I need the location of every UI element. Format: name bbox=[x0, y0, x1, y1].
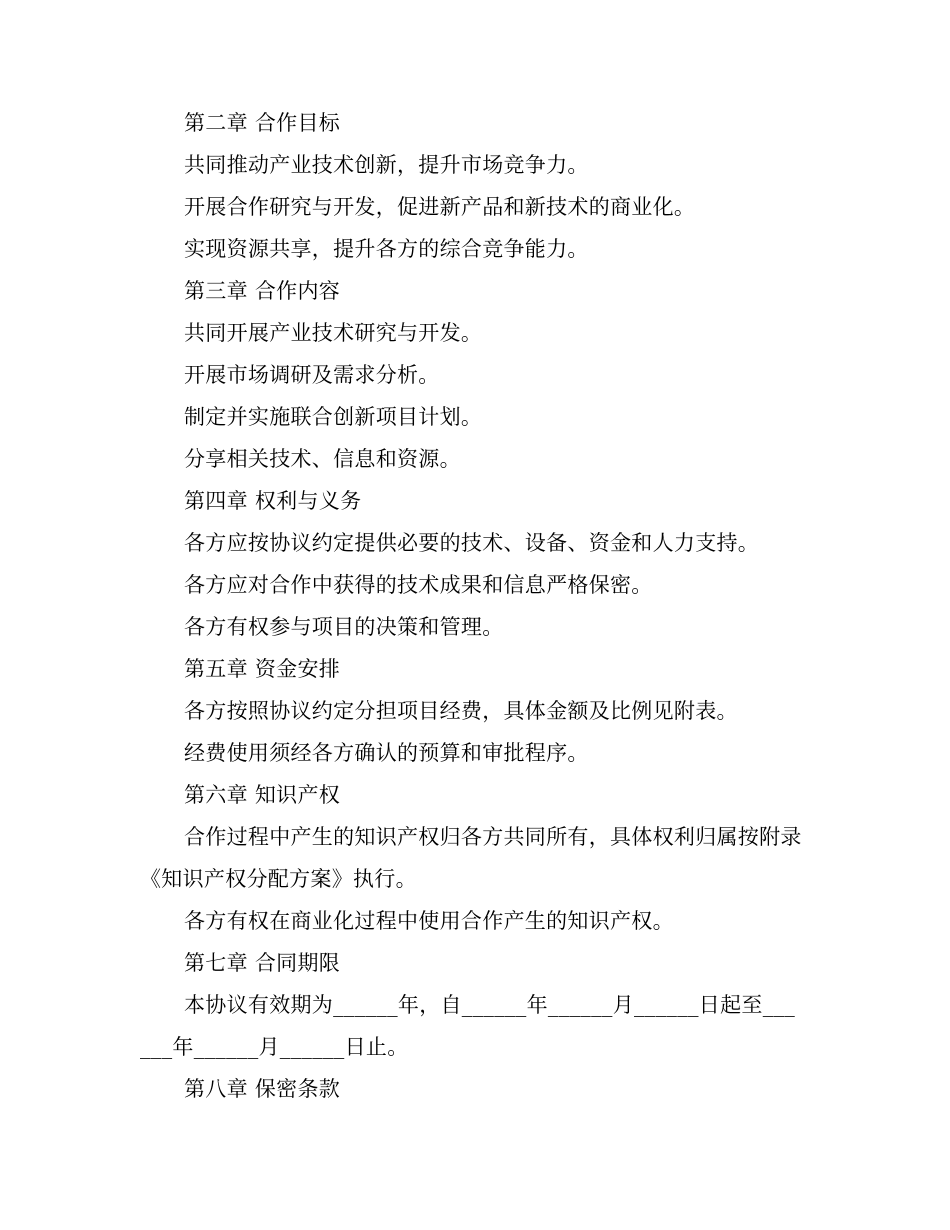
paragraph: 开展市场调研及需求分析。 bbox=[184, 363, 440, 387]
paragraph: 本协议有效期为______年，自______年______月______日起至______年______月______日止。 bbox=[140, 993, 796, 1059]
paragraph: 制定并实施联合创新项目计划。 bbox=[184, 405, 483, 429]
paragraph: 分享相关技术、信息和资源。 bbox=[184, 447, 461, 471]
chapter-4-heading: 第四章 权利与义务 bbox=[184, 489, 362, 513]
paragraph: 各方有权在商业化过程中使用合作产生的知识产权。 bbox=[184, 909, 674, 933]
chapter-5-heading: 第五章 资金安排 bbox=[184, 657, 341, 681]
paragraph: 合作过程中产生的知识产权归各方共同所有，具体权利归属按附录《知识产权分配方案》执行。 bbox=[140, 825, 802, 891]
chapter-2-heading: 第二章 合作目标 bbox=[184, 111, 341, 135]
paragraph: 经费使用须经各方确认的预算和审批程序。 bbox=[184, 741, 589, 765]
paragraph: 各方有权参与项目的决策和管理。 bbox=[184, 615, 504, 639]
paragraph: 共同开展产业技术研究与开发。 bbox=[184, 321, 483, 345]
chapter-6-heading: 第六章 知识产权 bbox=[184, 783, 341, 807]
chapter-8-heading: 第八章 保密条款 bbox=[184, 1077, 341, 1101]
paragraph: 共同推动产业技术创新，提升市场竞争力。 bbox=[184, 153, 589, 177]
paragraph: 各方按照协议约定分担项目经费，具体金额及比例见附表。 bbox=[184, 699, 738, 723]
chapter-3-heading: 第三章 合作内容 bbox=[184, 279, 341, 303]
chapter-7-heading: 第七章 合同期限 bbox=[184, 951, 341, 975]
paragraph: 各方应按协议约定提供必要的技术、设备、资金和人力支持。 bbox=[184, 531, 760, 555]
paragraph: 实现资源共享，提升各方的综合竞争能力。 bbox=[184, 237, 589, 261]
document-body bbox=[140, 102, 805, 1110]
paragraph: 开展合作研究与开发，促进新产品和新技术的商业化。 bbox=[184, 195, 696, 219]
paragraph: 各方应对合作中获得的技术成果和信息严格保密。 bbox=[184, 573, 653, 597]
